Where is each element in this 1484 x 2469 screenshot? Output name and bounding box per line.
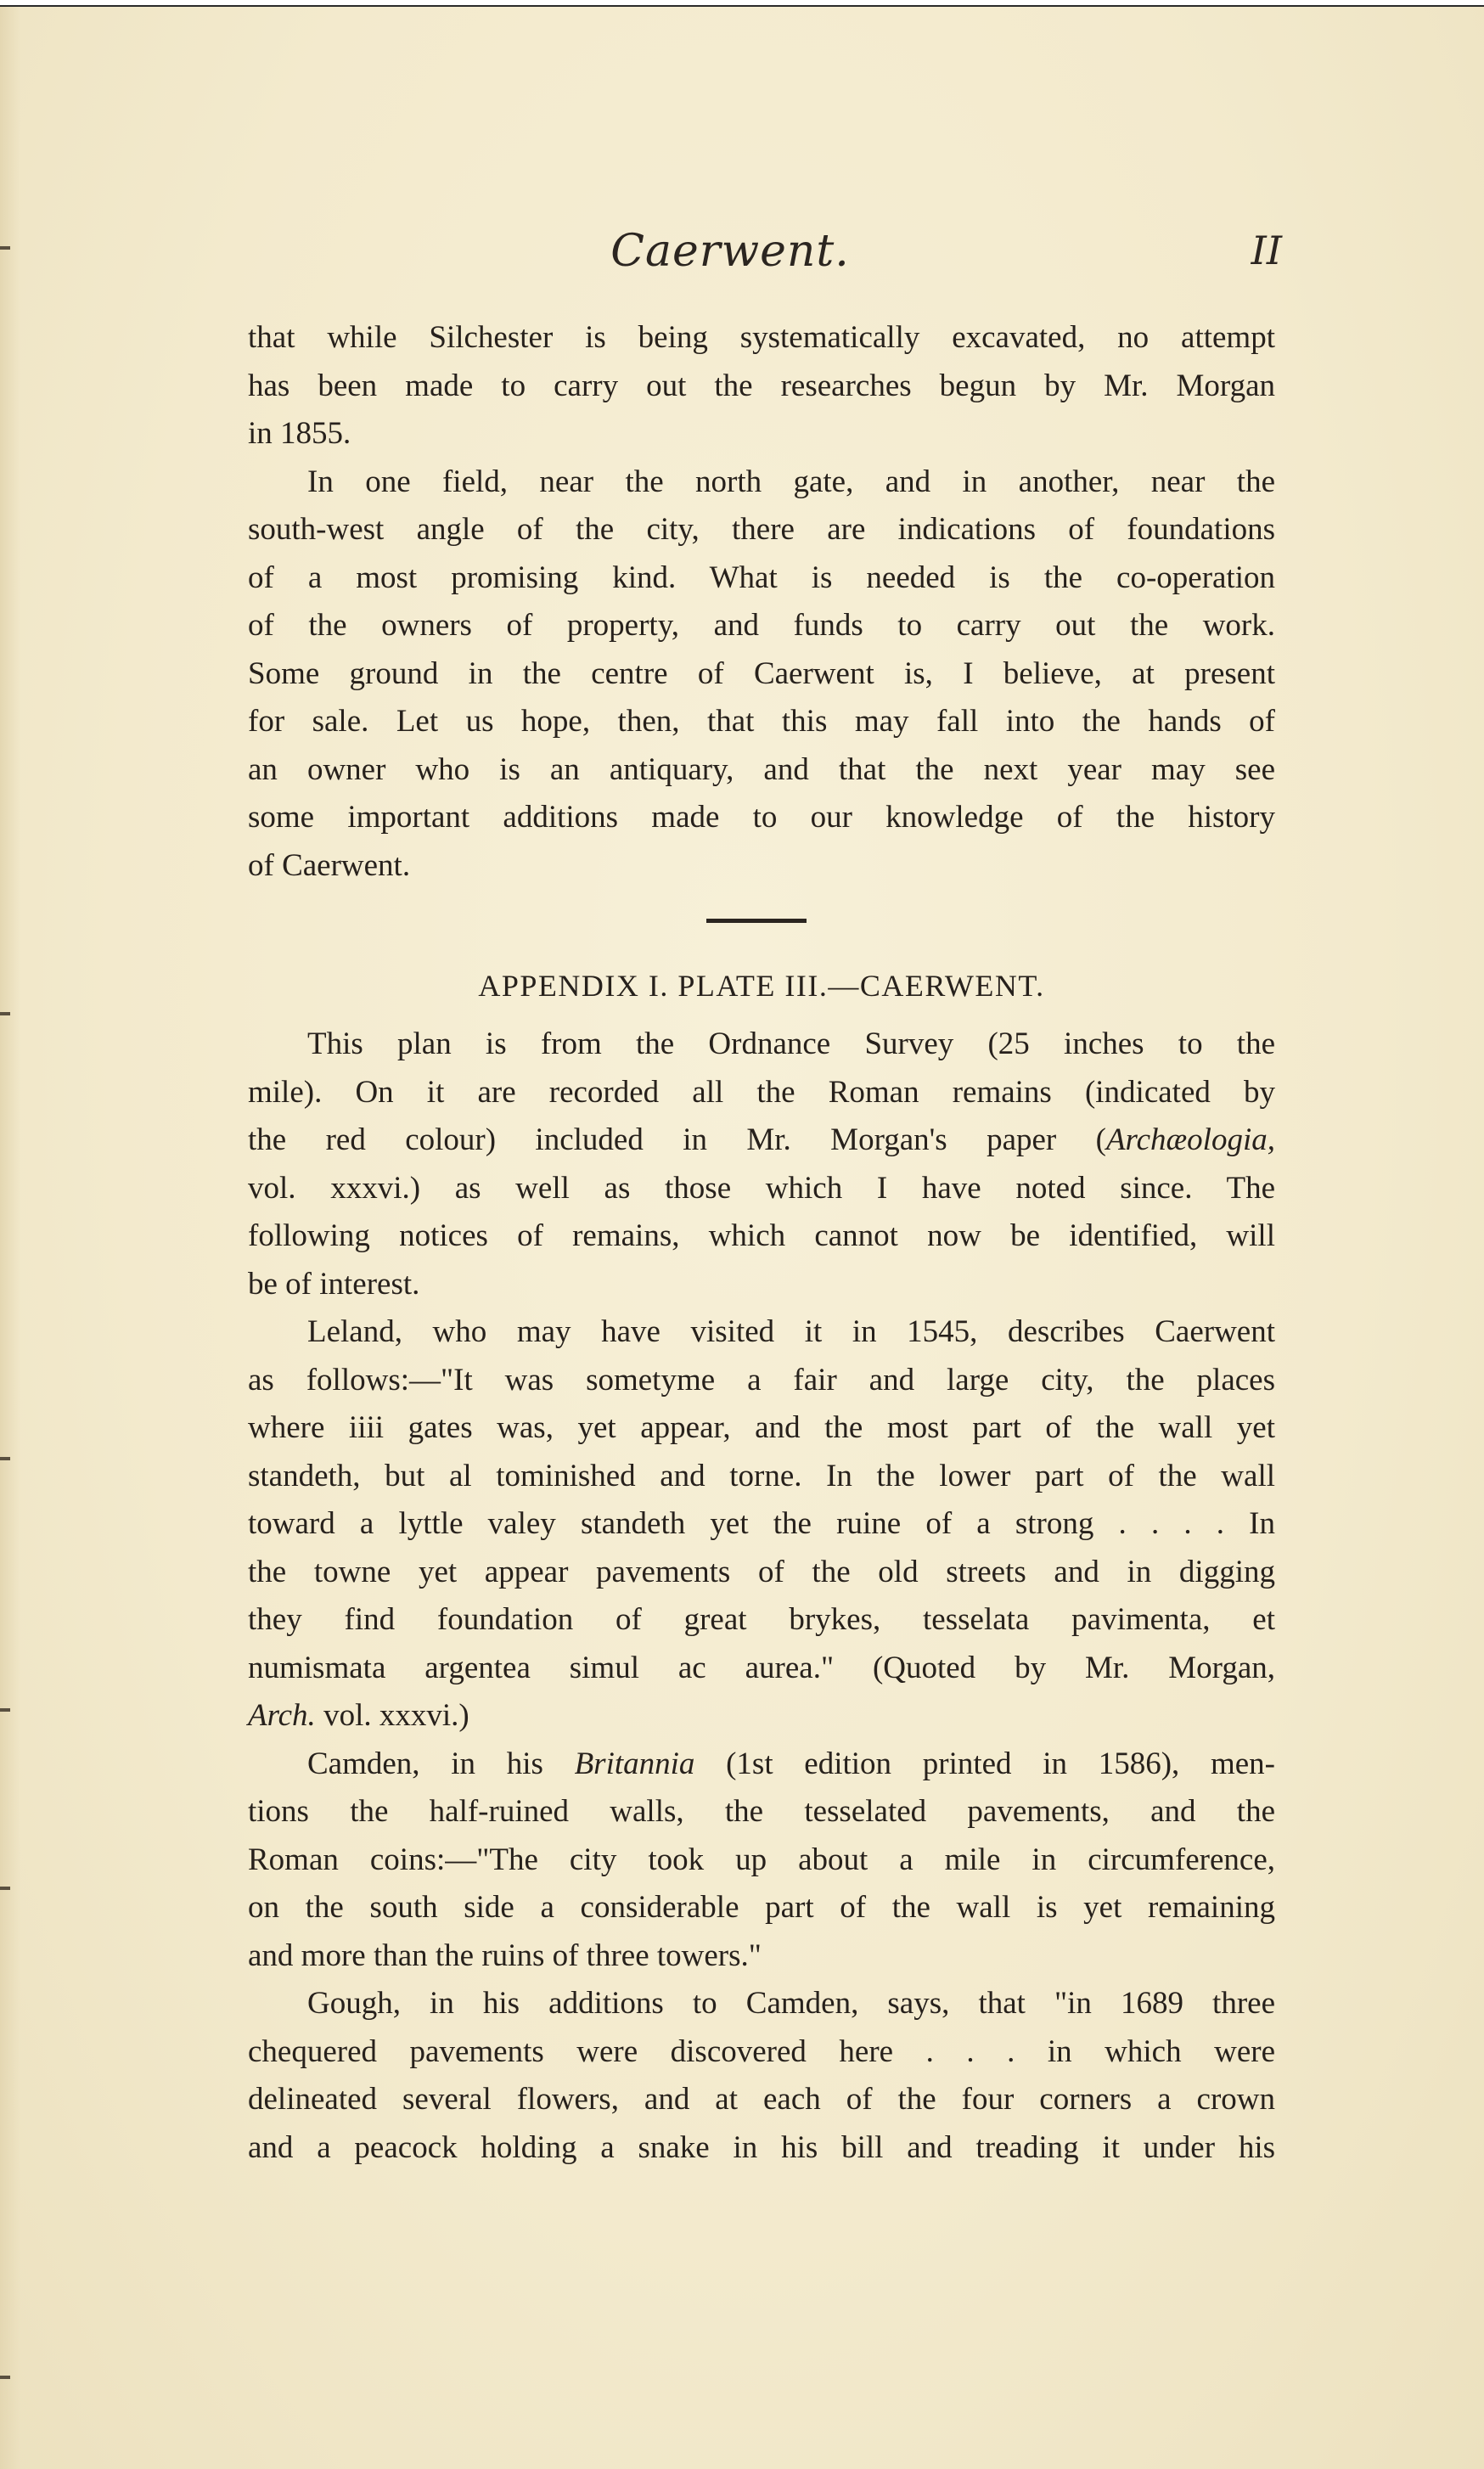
text-line: for sale. Let us hope, then, that this may fall into the hands of [248,704,1275,739]
italic-title: Archæologia, [1105,1122,1275,1157]
text-line: tions the half-ruined walls, the tesselated pavements, and the [248,1794,1275,1829]
text-line: on the south side a considerable part of the wall is yet remaining [248,1890,1275,1925]
text-line [248,1116,1275,1165]
text-line: some important additions made to our knowledge of the history [248,800,1275,835]
appendix-heading: APPENDIX I. PLATE III.—CAERWENT. [478,969,1045,1003]
text-segment: Camden, in his [307,1746,575,1781]
text-line: of Caerwent. [248,847,411,883]
text-block-top [248,314,1275,890]
text-line: they find foundation of great brykes, tesselata pavimenta, et [248,1602,1275,1637]
text-line: Leland, who may have visited it in 1545, describes Caerwent [307,1314,1275,1349]
text-segment: the red colour) included in Mr. Morgan's paper ( [248,1122,1106,1157]
text-line: and more than the ruins of three towers." [248,1938,762,1973]
text-line: has been made to carry out the researches begun by Mr. Morgan [248,368,1275,403]
text-line: Roman coins:—"The city took up about a mile in circumference, [248,1842,1275,1877]
italic-title: Arch. [248,1698,316,1733]
text-line: This plan is from the Ordnance Survey (25 inches to the [307,1026,1275,1061]
text-line: the towne yet appear pavements of the old streets and in digging [248,1554,1275,1589]
text-line: that while Silchester is being systematically excavated, no attempt [248,320,1275,355]
edge-mark [0,1887,10,1890]
section-divider-rule [706,919,807,923]
text-segment: vol. xxxvi.) [315,1698,469,1733]
text-line [248,1692,1275,1741]
text-line: mile). On it are recorded all the Roman remains (indicated by [248,1074,1275,1110]
edge-mark [0,2376,10,2379]
text-line: where iiii gates was, yet appear, and the most part of the wall yet [248,1410,1275,1445]
page-top-edge [0,0,1484,7]
text-line: standeth, but al tominished and torne. In the lower part of the wall [248,1458,1275,1493]
text-line: vol. xxxvi.) as well as those which I have noted since. The [248,1170,1275,1206]
edge-mark [0,1457,10,1460]
text-line: toward a lyttle valey standeth yet the ruine of a strong . . . . In [248,1506,1275,1541]
text-line [248,1741,1275,1789]
text-line: numismata argentea simul ac aurea." (Quoted by Mr. Morgan, [248,1650,1275,1685]
text-line: be of interest. [248,1266,420,1302]
edge-mark [0,1012,10,1015]
text-line: chequered pavements were discovered here . . . in which were [248,2033,1275,2069]
text-line: Gough, in his additions to Camden, says, that "in 1689 three [307,1986,1275,2021]
edge-mark [0,1708,10,1712]
running-title: Caerwent. [610,226,850,277]
text-line: south-west angle of the city, there are indications of foundations [248,512,1275,547]
text-line: Some ground in the centre of Caerwent is, I believe, at present [248,655,1275,691]
page-edge-shadow [0,0,20,2469]
page-number: II [1251,228,1282,273]
text-line: following notices of remains, which cannot now be identified, will [248,1218,1275,1253]
running-header [0,222,1484,290]
text-line: of the owners of property, and funds to carry out the work. [248,608,1275,643]
text-line: and a peacock holding a snake in his bill and treading it under his [248,2129,1275,2165]
text-line: delineated several flowers, and at each of the four corners a crown [248,2082,1275,2117]
text-line: as follows:—"It was sometyme a fair and large city, the places [248,1362,1275,1398]
text-segment: (1st edition printed in 1586), men- [694,1746,1275,1781]
text-line: In one field, near the north gate, and in another, near the [307,464,1275,499]
text-line: in 1855. [248,416,351,451]
text-line: an owner who is an antiquary, and that the next year may see [248,751,1275,787]
text-block-appendix [248,1021,1275,2172]
text-line: of a most promising kind. What is needed is the co-operation [248,560,1275,595]
italic-title: Britannia [574,1746,695,1781]
